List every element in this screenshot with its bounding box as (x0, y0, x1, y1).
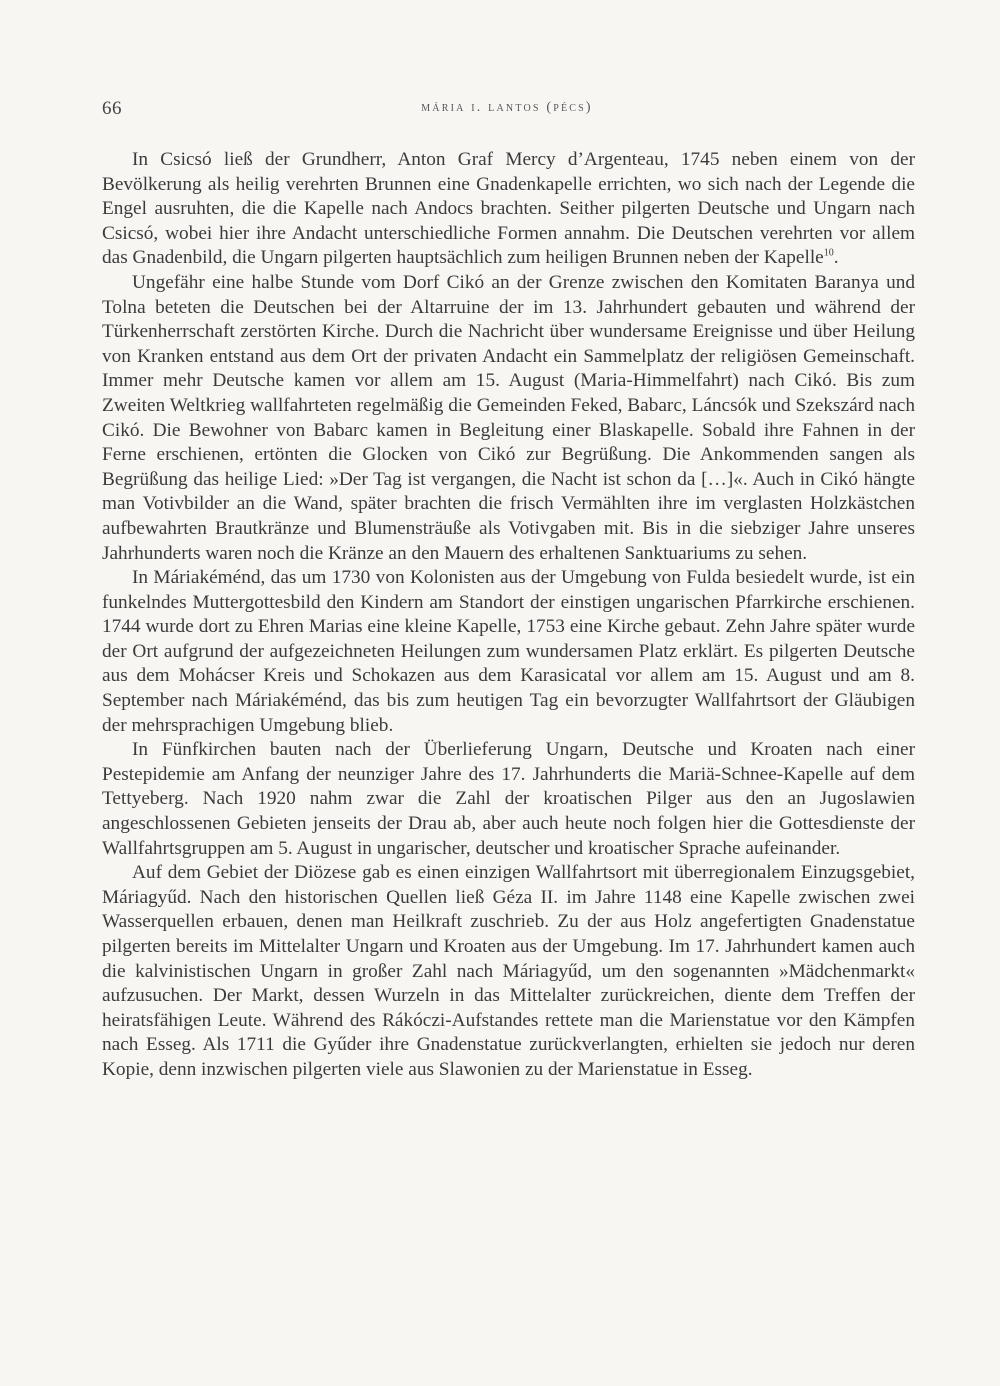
paragraph-mariagyud: Auf dem Gebiet der Diözese gab es einen einzigen Wallfahrtsort mit überregionalem Einzugsgebiet, Máriagyűd. Nach den historischen Quellen ließ Géza II. im Jahre 1148 eine Kapelle zwischen zwei Wasserquellen erbauen, denen man Heilkraft zuschrieb. Zu der aus Holz angefertigten Gnadenstatue pilgerten bereits im Mittelalter Ungarn und Kroaten aus der Umgebung. Im 17. Jahrhundert kamen auch die kalvinistischen Ungarn in großer Zahl nach Máriagyűd, um den sogenannten »Mädchenmarkt« aufzusuchen. Der Markt, dessen Wurzeln in das Mittelalter zurückreichen, diente dem Treffen der heiratsfähigen Leute. Während des Rákóczi-Aufstandes rettete man die Marienstatue vor den Kämpfen nach Esseg. Als 1711 die Gyűder ihre Gnadenstatue zurückverlangten, erhielten sie jedoch nur deren Kopie, denn inzwischen pilgerten viele aus Slawonien zu der Marienstatue in Esseg. (102, 862, 915, 1080)
page-header (102, 94, 912, 124)
paragraph-text: In Csicsó ließ der Grundherr, Anton Graf Mercy d’Argenteau, 1745 neben einem von der Bevölkerung als heilig verehrten Brunnen eine Gnadenkapelle errichten, wo sich nach der Legende die Engel ausruhten, die die Kapelle nach Andocs brachten. Seither pilgerten Deutsche und Ungarn nach Csicsó, wobei hier ihre Andacht unterschiedliche Formen annahm. Die Deutschen verehrten vor allem das Gnadenbild, die Ungarn pilgerten hauptsächlich zum heiligen Brunnen neben der Kapelle (102, 149, 915, 269)
paragraph-fuenfkirchen: In Fünfkirchen bauten nach der Überlieferung Ungarn, Deutsche und Kroaten nach einer Pestepidemie am Anfang der neunziger Jahre des 17. Jahrhunderts die Mariä-Schnee-Kapelle auf dem Tettyeberg. Nach 1920 nahm zwar die Zahl der kroatischen Pilger aus den an Jugoslawien angeschlossenen Gebieten jenseits der Drau ab, aber auch heute noch folgen hier die Gottesdienste der Wallfahrtsgruppen am 5. August in ungarischer, deutscher und kroatischer Sprache aufeinander. (102, 739, 915, 859)
paragraph-mariakemend: In Máriakéménd, das um 1730 von Kolonisten aus der Umgebung von Fulda besiedelt wurde, ist ein funkelndes Muttergottesbild den Kindern am Standort der einstigen ungarischen Pfarrkirche erschienen. 1744 wurde dort zu Ehren Marias eine kleine Kapelle, 1753 eine Kirche gebaut. Zehn Jahre später wurde der Ort aufgrund der aufgezeichneten Heilungen zum wundersamen Platz erklärt. Es pilgerten Deutsche aus dem Mohácser Kreis und Schokazen aus dem Karasicatal vor allem am 15. August und am 8. September nach Máriakéménd, das bis zum heutigen Tag ein bevorzugter Wallfahrtsort der Gläubigen der mehrsprachigen Umgebung blieb. (102, 567, 915, 736)
paragraph-csicso (102, 148, 915, 271)
paragraph-ciko: Ungefähr eine halbe Stunde vom Dorf Cikó an der Grenze zwischen den Komitaten Baranya und Tolna beteten die Deutschen bei der Altarruine der im 13. Jahrhundert gebauten und während der Türkenherrschaft zerstörten Kirche. Durch die Nachricht über wundersame Ereignisse und über Heilung von Kranken entstand aus dem Ort der privaten Andacht ein Sammelplatz der religiösen Gemeinschaft. Immer mehr Deutsche kamen vor allem am 15. August (Maria-Himmelfahrt) nach Cikó. Bis zum Zweiten Weltkrieg wallfahrteten regelmäßig die Gemeinden Feked, Babarc, Láncsók und Szekszárd nach Cikó. Die Bewohner von Babarc kamen in Begleitung einer Blaskapelle. Sobald ihre Fahnen in der Ferne erschienen, ertönten die Glocken von Cikó zur Begrüßung. Die Ankommenden sangen als Begrüßung das heilige Lied: »Der Tag ist vergangen, die Nacht ist schon da […]«. Auch in Cikó hängte man Votivbilder an die Wand, später brachten die frisch Vermählten ihre im verglasten Holzkästchen aufbewahrten Brautkränze und Blumensträuße als Votivgaben mit. Bis in die siebziger Jahre unseres Jahrhunderts waren noch die Kränze an den Mauern des erhaltenen Sanktuariums zu sehen. (102, 271, 915, 564)
body-text (102, 148, 915, 1083)
footnote-marker[interactable]: 10 (823, 247, 834, 259)
running-head: mária i. lantos (pécs) (421, 100, 593, 115)
page-number: 66 (102, 98, 122, 119)
paragraph-text-end: . (833, 247, 839, 269)
